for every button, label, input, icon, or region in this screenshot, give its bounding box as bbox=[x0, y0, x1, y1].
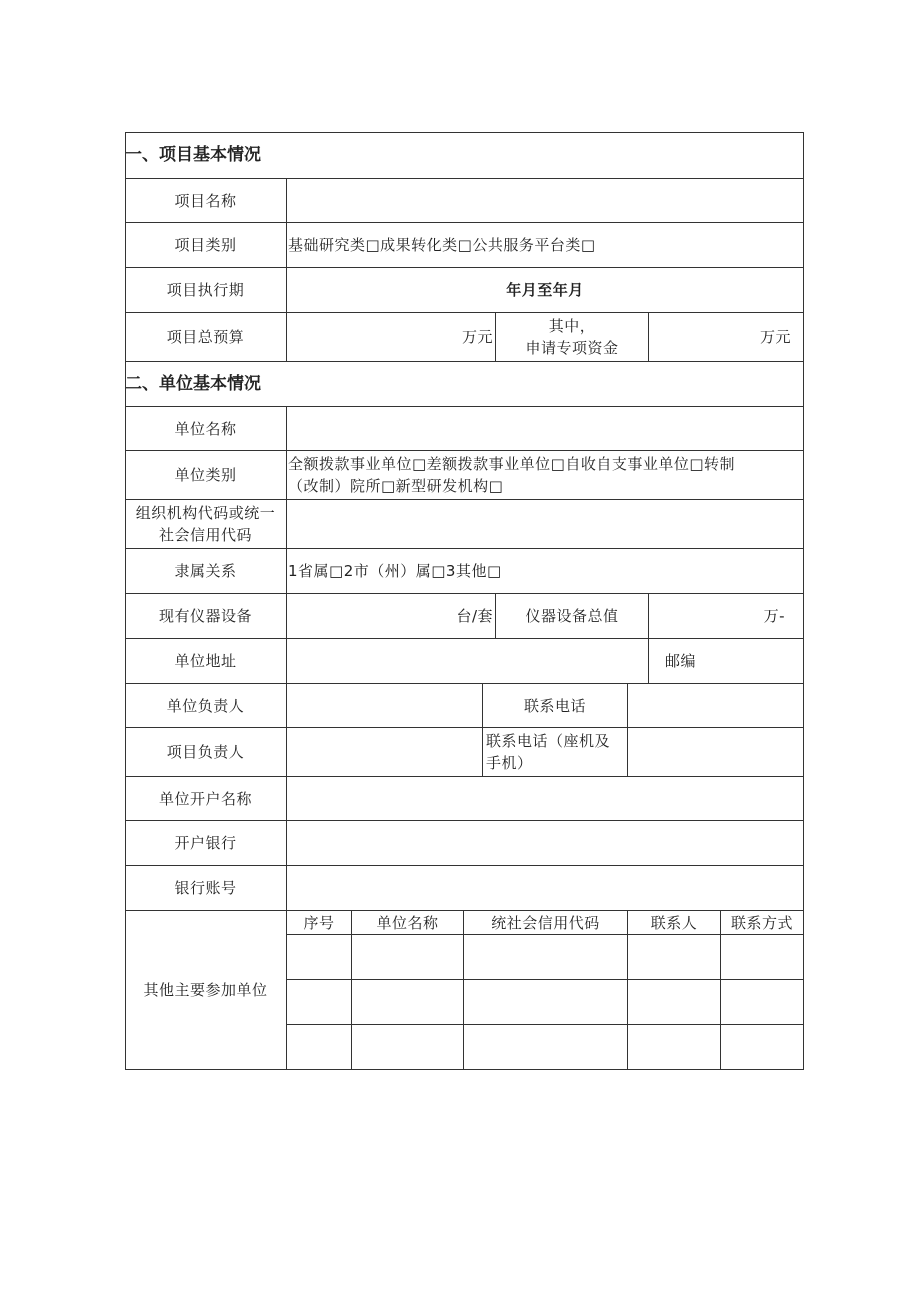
other-units-header-name: 单位名称 bbox=[352, 911, 464, 935]
lead-phone-label bbox=[483, 728, 628, 777]
project-period-label: 项目执行期 bbox=[125, 268, 287, 313]
other-units-header-contact: 联系人 bbox=[628, 911, 721, 935]
postcode-field[interactable]: 邮编 bbox=[649, 639, 804, 684]
project-application-form bbox=[125, 132, 804, 1070]
project-lead-field[interactable] bbox=[287, 728, 483, 777]
other-units-row3-contact[interactable] bbox=[628, 1025, 721, 1070]
other-units-row1-contact[interactable] bbox=[628, 935, 721, 980]
equipment-value-field[interactable]: 万- bbox=[649, 594, 804, 639]
lead-phone-label-line2: 手机） bbox=[486, 754, 533, 772]
account-no-field[interactable] bbox=[287, 866, 804, 911]
other-units-header-credit-code: 统社会信用代码 bbox=[464, 911, 628, 935]
other-units-label: 其他主要参加单位 bbox=[125, 911, 287, 1070]
address-field[interactable] bbox=[287, 639, 649, 684]
org-code-label bbox=[125, 500, 287, 549]
equipment-label: 现有仪器设备 bbox=[125, 594, 287, 639]
other-units-row1-index[interactable] bbox=[287, 935, 352, 980]
org-code-label-line2: 社会信用代码 bbox=[158, 526, 252, 544]
other-units-row3-index[interactable] bbox=[287, 1025, 352, 1070]
other-units-header-index: 序号 bbox=[287, 911, 352, 935]
unit-head-field[interactable] bbox=[287, 684, 483, 728]
unit-name-field[interactable] bbox=[287, 407, 804, 451]
section-title-unit: 二、单位基本情况 bbox=[125, 362, 804, 407]
project-lead-label: 项目负责人 bbox=[125, 728, 287, 777]
lead-phone-label-line1: 联系电话（座机及 bbox=[486, 732, 611, 750]
special-fund-label-line1: 其中， bbox=[548, 317, 596, 335]
unit-name-label: 单位名称 bbox=[125, 407, 287, 451]
org-code-label-line1: 组织机构代码或统一 bbox=[135, 504, 276, 522]
affiliation-options[interactable]: 1省属□2市（州）属□3其他□ bbox=[287, 549, 804, 594]
equipment-count-field[interactable]: 台/套 bbox=[287, 594, 496, 639]
other-units-row2-name[interactable] bbox=[352, 980, 464, 1025]
special-fund-label-line2: 申请专项资金 bbox=[525, 339, 619, 357]
lead-phone-field[interactable] bbox=[628, 728, 804, 777]
other-units-row2-index[interactable] bbox=[287, 980, 352, 1025]
address-label: 单位地址 bbox=[125, 639, 287, 684]
project-name-label: 项目名称 bbox=[125, 179, 287, 223]
other-units-row2-contact[interactable] bbox=[628, 980, 721, 1025]
project-category-label: 项目类别 bbox=[125, 223, 287, 268]
bank-field[interactable] bbox=[287, 821, 804, 866]
other-units-row1-contact-method[interactable] bbox=[721, 935, 804, 980]
other-units-row3-contact-method[interactable] bbox=[721, 1025, 804, 1070]
affiliation-label: 隶属关系 bbox=[125, 549, 287, 594]
other-units-row1-credit-code[interactable] bbox=[464, 935, 628, 980]
org-code-field[interactable] bbox=[287, 500, 804, 549]
other-units-row2-credit-code[interactable] bbox=[464, 980, 628, 1025]
unit-category-options[interactable] bbox=[287, 451, 804, 500]
project-category-options[interactable]: 基础研究类□成果转化类□公共服务平台类□ bbox=[287, 223, 804, 268]
unit-phone-field[interactable] bbox=[628, 684, 804, 728]
unit-head-label: 单位负责人 bbox=[125, 684, 287, 728]
bank-label: 开户银行 bbox=[125, 821, 287, 866]
section-title-project: 一、项目基本情况 bbox=[125, 132, 804, 179]
other-units-row1-name[interactable] bbox=[352, 935, 464, 980]
project-budget-label: 项目总预算 bbox=[125, 313, 287, 362]
other-units-row2-contact-method[interactable] bbox=[721, 980, 804, 1025]
account-no-label: 银行账号 bbox=[125, 866, 287, 911]
account-name-label: 单位开户名称 bbox=[125, 777, 287, 821]
other-units-row3-name[interactable] bbox=[352, 1025, 464, 1070]
project-period-field[interactable]: 年月至年月 bbox=[287, 268, 804, 313]
project-name-field[interactable] bbox=[287, 179, 804, 223]
special-fund-field[interactable]: 万元 bbox=[649, 313, 804, 362]
unit-category-label: 单位类别 bbox=[125, 451, 287, 500]
unit-phone-label: 联系电话 bbox=[483, 684, 628, 728]
project-budget-field[interactable]: 万元 bbox=[287, 313, 496, 362]
unit-category-line1: 全额拨款事业单位□差额拨款事业单位□自收自支事业单位□转制 bbox=[288, 455, 736, 473]
special-fund-label bbox=[496, 313, 649, 362]
account-name-field[interactable] bbox=[287, 777, 804, 821]
unit-category-line2: （改制）院所□新型研发机构□ bbox=[288, 477, 504, 495]
equipment-value-label: 仪器设备总值 bbox=[496, 594, 649, 639]
other-units-row3-credit-code[interactable] bbox=[464, 1025, 628, 1070]
other-units-header-contact-method: 联系方式 bbox=[721, 911, 804, 935]
